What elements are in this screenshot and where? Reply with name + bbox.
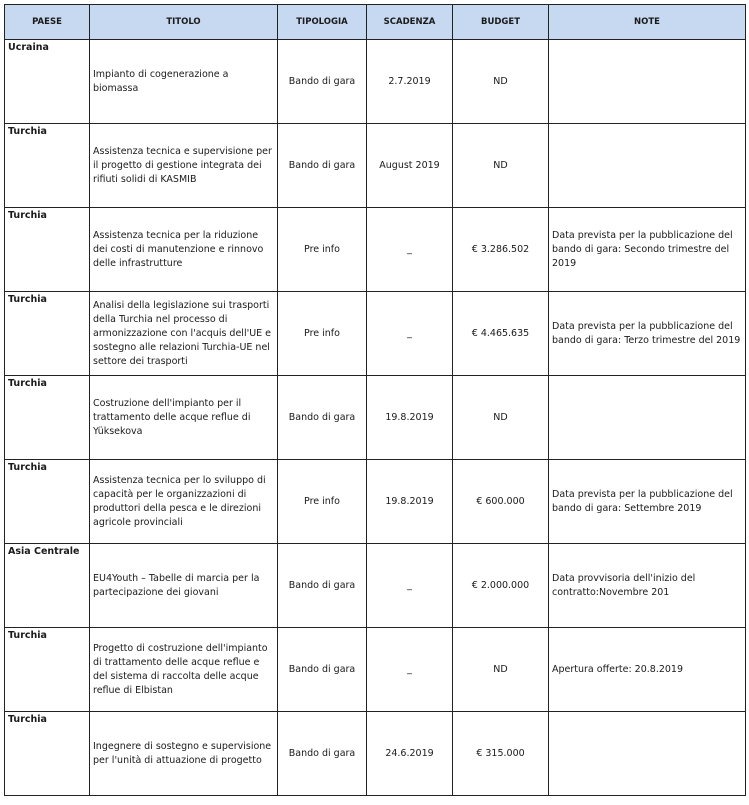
cell-paese: Turchia (5, 376, 90, 460)
table-row (5, 292, 746, 376)
cell-budget: ND (453, 124, 549, 208)
cell-budget: ND (453, 40, 549, 124)
cell-tipologia: Bando di gara (278, 40, 367, 124)
cell-paese: Turchia (5, 460, 90, 544)
cell-note: Data prevista per la pubblicazione del bando di gara: Terzo trimestre del 2019 (549, 292, 746, 376)
cell-titolo: Ingegnere di sostegno e supervisione per l'unità di attuazione di progetto (90, 712, 278, 796)
table-row (5, 124, 746, 208)
cell-scadenza: 19.8.2019 (367, 376, 453, 460)
cell-titolo: Progetto di costruzione dell'impianto di trattamento delle acque reflue e del sistema di raccolta delle acque reflue di Elbistan (90, 628, 278, 712)
cell-scadenza: 19.8.2019 (367, 460, 453, 544)
cell-paese: Turchia (5, 628, 90, 712)
cell-tipologia: Bando di gara (278, 544, 367, 628)
cell-budget: € 4.465.635 (453, 292, 549, 376)
cell-paese: Turchia (5, 712, 90, 796)
cell-tipologia: Pre info (278, 460, 367, 544)
cell-titolo: Costruzione dell'impianto per il trattamento delle acque reflue di Yüksekova (90, 376, 278, 460)
cell-note (549, 712, 746, 796)
cell-titolo: EU4Youth – Tabelle di marcia per la partecipazione dei giovani (90, 544, 278, 628)
cell-tipologia: Bando di gara (278, 712, 367, 796)
cell-note (549, 376, 746, 460)
cell-titolo: Impianto di cogenerazione a biomassa (90, 40, 278, 124)
cell-tipologia: Bando di gara (278, 376, 367, 460)
header-tipologia: TIPOLOGIA (278, 5, 367, 40)
header-paese: PAESE (5, 5, 90, 40)
cell-scadenza: August 2019 (367, 124, 453, 208)
cell-paese: Turchia (5, 208, 90, 292)
cell-titolo: Analisi della legislazione sui trasporti della Turchia nel processo di armonizzazione con l'acquis dell'UE e sostegno alle relazioni Turchia-UE nel settore dei trasporti (90, 292, 278, 376)
cell-scadenza: 2.7.2019 (367, 40, 453, 124)
cell-paese: Ucraina (5, 40, 90, 124)
cell-note: Data provvisoria dell'inizio del contratto:Novembre 201 (549, 544, 746, 628)
cell-tipologia: Bando di gara (278, 124, 367, 208)
cell-titolo: Assistenza tecnica e supervisione per il progetto di gestione integrata dei rifiuti solidi di KASMIB (90, 124, 278, 208)
table-row (5, 628, 746, 712)
header-titolo: TITOLO (90, 5, 278, 40)
cell-scadenza: _ (367, 292, 453, 376)
cell-budget: ND (453, 376, 549, 460)
cell-paese: Asia Centrale (5, 544, 90, 628)
cell-note: Data prevista per la pubblicazione del bando di gara: Secondo trimestre del 2019 (549, 208, 746, 292)
cell-note: Data prevista per la pubblicazione del bando di gara: Settembre 2019 (549, 460, 746, 544)
cell-paese: Turchia (5, 124, 90, 208)
header-budget: BUDGET (453, 5, 549, 40)
header-note: NOTE (549, 5, 746, 40)
table-row (5, 376, 746, 460)
table-row (5, 712, 746, 796)
table-row (5, 544, 746, 628)
cell-scadenza: _ (367, 208, 453, 292)
cell-budget: € 315.000 (453, 712, 549, 796)
cell-tipologia: Bando di gara (278, 628, 367, 712)
table-row (5, 40, 746, 124)
cell-budget: € 600.000 (453, 460, 549, 544)
cell-titolo: Assistenza tecnica per lo sviluppo di capacità per le organizzazioni di produttori della pesca e le direzioni agricole provinciali (90, 460, 278, 544)
header-row (5, 5, 746, 40)
header-scadenza: SCADENZA (367, 5, 453, 40)
cell-scadenza: 24.6.2019 (367, 712, 453, 796)
tenders-table (4, 4, 746, 796)
cell-scadenza: _ (367, 628, 453, 712)
cell-budget: € 3.286.502 (453, 208, 549, 292)
cell-budget: ND (453, 628, 549, 712)
table-row (5, 460, 746, 544)
cell-note: Apertura offerte: 20.8.2019 (549, 628, 746, 712)
table-row (5, 208, 746, 292)
cell-note (549, 124, 746, 208)
cell-titolo: Assistenza tecnica per la riduzione dei costi di manutenzione e rinnovo delle infrastrutture (90, 208, 278, 292)
cell-paese: Turchia (5, 292, 90, 376)
cell-budget: € 2.000.000 (453, 544, 549, 628)
cell-scadenza: _ (367, 544, 453, 628)
cell-tipologia: Pre info (278, 292, 367, 376)
cell-note (549, 40, 746, 124)
cell-tipologia: Pre info (278, 208, 367, 292)
